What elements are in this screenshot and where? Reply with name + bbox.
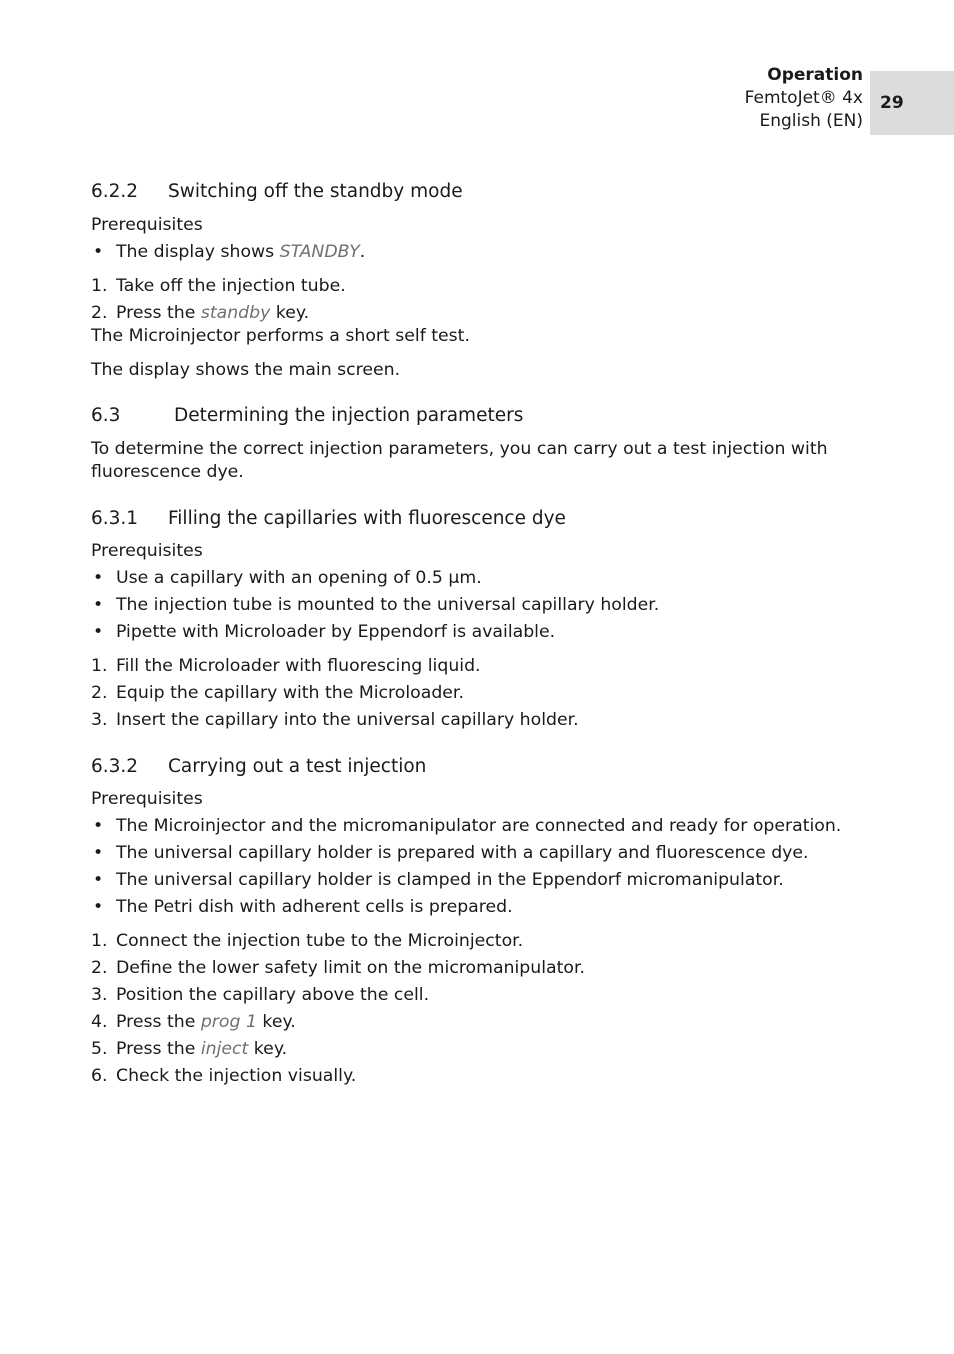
list-item: 6. Check the injection visually. [91, 1066, 357, 1086]
list-item: • The injection tube is mounted to the universal capillary holder. [91, 594, 881, 617]
list-item: • The universal capillary holder is clamped in the Eppendorf micromanipulator. [91, 869, 881, 892]
header-product: FemtoJet® 4x [744, 88, 863, 108]
key-name: inject [200, 1039, 249, 1059]
list-item: • Use a capillary with an opening of 0.5 µm. [91, 567, 881, 590]
list-item: 3. Position the capillary above the cell. [91, 985, 430, 1005]
prereq-label: Prerequisites [91, 215, 203, 235]
list-item: • The Petri dish with adherent cells is prepared. [91, 896, 881, 919]
steps-list [91, 275, 881, 325]
key-name: standby [200, 303, 271, 323]
list-item: • The universal capillary holder is prepared with a capillary and fluorescence dye. [91, 842, 881, 865]
page-content [91, 180, 881, 1088]
list-item: 1. Fill the Microloader with fluorescing liquid. [91, 656, 481, 676]
list-item: 1. Take off the injection tube. [91, 276, 346, 296]
intro-text: To determine the correct injection parameters, you can carry out a test injection with fluorescence dye. [91, 439, 828, 482]
display-text: STANDBY [279, 242, 360, 262]
prereq-list [91, 567, 881, 644]
list-item: 4. Press the prog 1 key. [91, 1012, 296, 1032]
prereq-list [91, 241, 881, 264]
page-number: 29 [870, 71, 954, 135]
heading-6-2-2: 6.2.2 Switching off the standby mode [91, 181, 463, 202]
prereq-label: Prerequisites [91, 541, 203, 561]
prereq-label: Prerequisites [91, 789, 203, 809]
list-item: 3. Insert the capillary into the universal capillary holder. [91, 710, 579, 730]
prereq-list [91, 815, 881, 919]
list-item: • The display shows STANDBY. [91, 241, 881, 264]
list-item: 1. Connect the injection tube to the Microinjector. [91, 931, 524, 951]
heading-6-3-2: 6.3.2 Carrying out a test injection [91, 756, 427, 777]
heading-6-3-1: 6.3.1 Filling the capillaries with fluorescence dye [91, 508, 566, 529]
steps-list [91, 655, 881, 732]
list-item: • The Microinjector and the micromanipulator are connected and ready for operation. [91, 815, 881, 838]
list-item: 5. Press the inject key. [91, 1039, 288, 1059]
list-item: 2. Define the lower safety limit on the micromanipulator. [91, 958, 585, 978]
steps-list [91, 930, 881, 1088]
list-item: 2. Equip the capillary with the Microloader. [91, 683, 464, 703]
list-item: 2. Press the standby key. [91, 303, 310, 323]
result-text: The display shows the main screen. [91, 360, 401, 380]
header-language: English (EN) [759, 111, 863, 131]
result-text: The Microinjector performs a short self test. [91, 326, 470, 346]
page-header [745, 64, 863, 133]
header-section: Operation [767, 65, 863, 85]
heading-6-3: 6.3 Determining the injection parameters [91, 405, 524, 426]
key-name: prog 1 [200, 1012, 257, 1032]
list-item: • Pipette with Microloader by Eppendorf is available. [91, 621, 881, 644]
